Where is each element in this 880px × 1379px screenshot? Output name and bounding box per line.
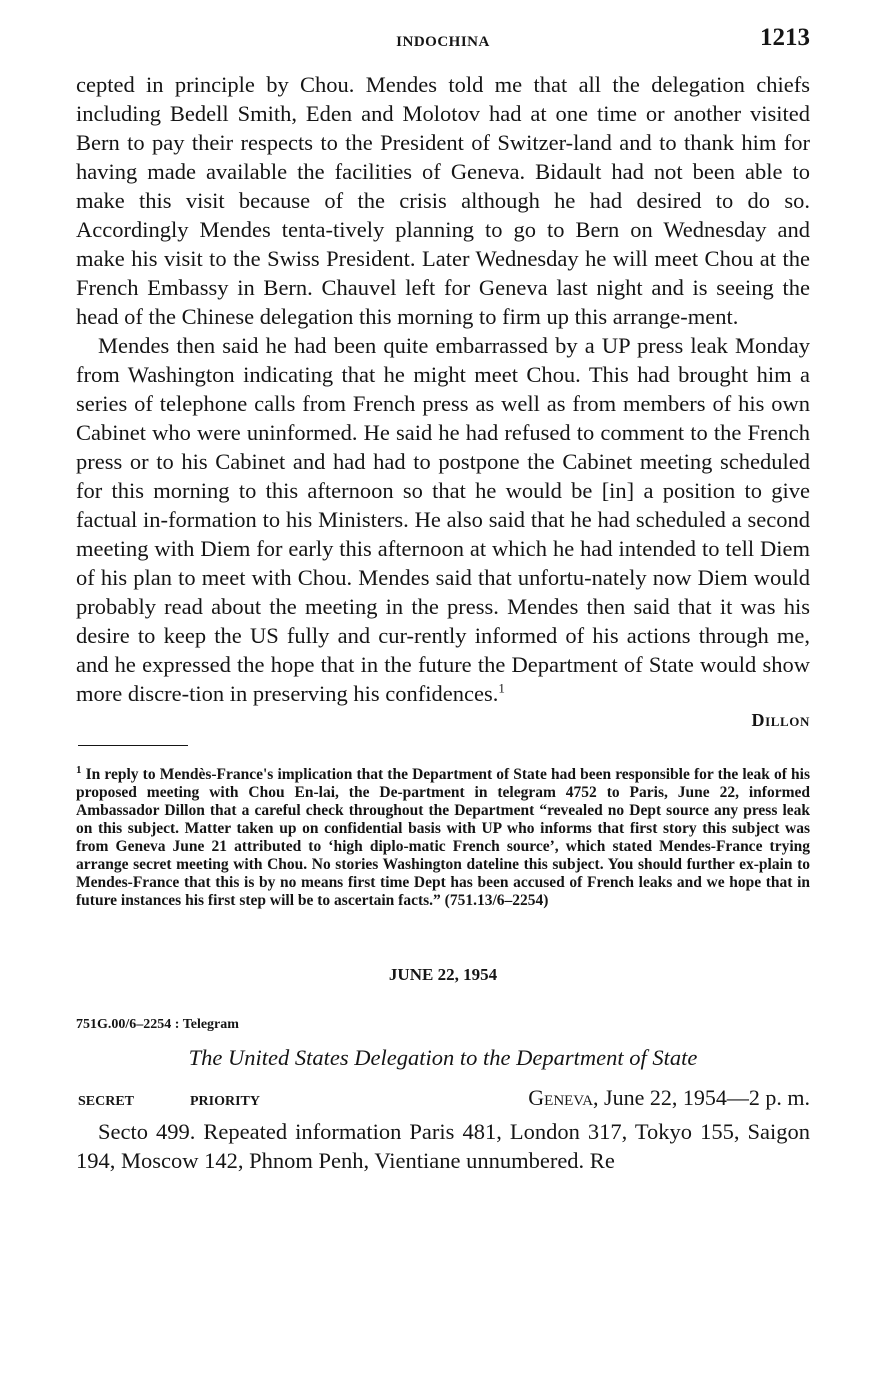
paragraph-1-line: ment. <box>687 304 739 329</box>
paragraph-2-line: Mendes then said he had been quite embarrassed by a UP press leak <box>98 333 728 358</box>
paragraph-3 <box>76 1117 810 1175</box>
paragraph-1-line: Embassy in Bern. Chauvel left for Geneva last night and is seeing the <box>147 275 810 300</box>
footnote-reference[interactable]: 1 <box>498 680 505 696</box>
paragraph-2-line: meeting with Diem for early this afternoon at which he had intended <box>76 536 696 561</box>
paragraph-2-line: as from members of his own Cabinet who were uninformed. He said <box>76 391 810 445</box>
origin-date: , June 22, 1954—2 p. m. <box>593 1085 810 1110</box>
paragraph-2-line: formation to his Ministers. He also said that he had scheduled a second <box>168 507 811 532</box>
footnote <box>76 763 811 910</box>
paragraph-2-line: to this afternoon so that he would be [in] a position to give factual in- <box>76 478 811 532</box>
footnote-line: leak on this subject. Matter taken up on confidential basis with UP who informs <box>76 802 811 837</box>
document-page <box>76 22 810 1175</box>
file-reference: 751G.00/6–2254 : Telegram <box>76 1017 239 1032</box>
document-title: The United States Delegation to the Department of State <box>188 1045 698 1070</box>
running-title: INDOCHINA <box>396 34 490 50</box>
footnote-line: matic French source’, which stated Mendes-France trying arrange secret meeting <box>76 838 810 873</box>
paragraph-1-line: land and to thank him for having made available the facilities of <box>76 130 810 184</box>
footnote-line: with Chou. No stories Washington dateline this subject. You should further ex- <box>233 856 759 873</box>
footnote-line: that first story this subject was from Geneva June 21 attributed to ‘high diplo- <box>76 820 810 855</box>
footnote-line: In reply to Mendès-France's implication that the Department of State had <box>85 766 576 783</box>
paragraph-2-line: had brought him a series of telephone calls from French press as well <box>76 362 811 416</box>
origin-line <box>528 1085 810 1111</box>
paragraph-1-line: crisis although he had desired to do so. Accordingly Mendes tenta- <box>76 188 810 242</box>
footnote-line: of French leaks and we hope that in future instances his first step will be to <box>76 874 811 909</box>
paragraph-2-line: Mendes then said that it was his desire to keep the US fully and cur- <box>76 594 810 648</box>
paragraph-2-line: Monday from Washington indicating that he might meet Chou. This <box>76 333 810 387</box>
paragraph-1-line: cepted in principle by Chou. Mendes told me that all the delegation <box>76 72 745 97</box>
paragraph-2-line: nately now Diem would probably read about the meeting in the press. <box>76 565 811 619</box>
paragraph-3-line: Saigon 194, Moscow 142, Phnom Penh, Vientiane unnumbered. Re <box>76 1119 810 1173</box>
paragraph-2-line: rently informed of his actions through me, and he expressed the hope <box>76 623 810 677</box>
telegram-header <box>76 1083 810 1115</box>
paragraph-2-line: he had refused to comment to the French press or to his Cabinet and <box>76 420 810 474</box>
paragraph-1-line: Swiss President. Later Wednesday he will meet Chou at the French <box>76 246 811 300</box>
paragraph-1-line: another visited Bern to pay their respects to the President of Switzer- <box>76 101 810 155</box>
paragraph-1 <box>76 70 810 331</box>
footnote-line: ascertain facts.” (751.13/6–2254) <box>334 892 549 909</box>
classification-level: SECRET <box>78 1094 135 1109</box>
footnote-rule <box>78 745 188 746</box>
paragraph-2-line: had had to postpone the Cabinet meeting scheduled for this morning <box>76 449 811 503</box>
paragraph-1-line: head of the Chinese delegation this morning to firm up this arrange- <box>76 304 688 329</box>
origin-city: Geneva <box>528 1085 594 1110</box>
paragraph-2-line: that in the future the Department of State would show more discre- <box>76 652 810 706</box>
footnote-line: partment in telegram 4752 to Paris, June 22, informed Ambassador Dillon that a <box>76 784 811 819</box>
paragraph-2-line: to tell Diem of his plan to meet with Chou. Mendes said that unfortu- <box>76 536 811 590</box>
paragraph-3-line: Secto 499. Repeated information Paris 481, London 317, Tokyo 155, <box>98 1119 740 1144</box>
classification-precedence: PRIORITY <box>190 1094 261 1109</box>
paragraph-1-line: chiefs including Bedell Smith, Eden and Molotov had at one time or <box>76 72 811 126</box>
signature: Dillon <box>751 710 810 730</box>
paragraph-1-line: tively planning to go to Bern on Wednesday and make his visit to the <box>76 217 811 271</box>
footnote-line: been responsible for the leak of his proposed meeting with Chou En-lai, the De- <box>76 766 811 801</box>
paragraph-2-line: tion in preserving his confidences. <box>189 681 499 706</box>
paragraph-1-line: Geneva. Bidault had not been able to make this visit because of the <box>76 159 811 213</box>
running-head <box>76 22 810 56</box>
footnote-line: careful check throughout the Department “revealed no Dept source any press <box>254 802 778 819</box>
date-heading: JUNE 22, 1954 <box>388 965 498 984</box>
paragraph-2 <box>76 331 810 708</box>
footnote-marker: 1 <box>76 763 82 776</box>
page-number: 1213 <box>760 24 810 51</box>
footnote-line: plain to Mendes-France that this is by no means first time Dept has been accused <box>76 856 810 891</box>
